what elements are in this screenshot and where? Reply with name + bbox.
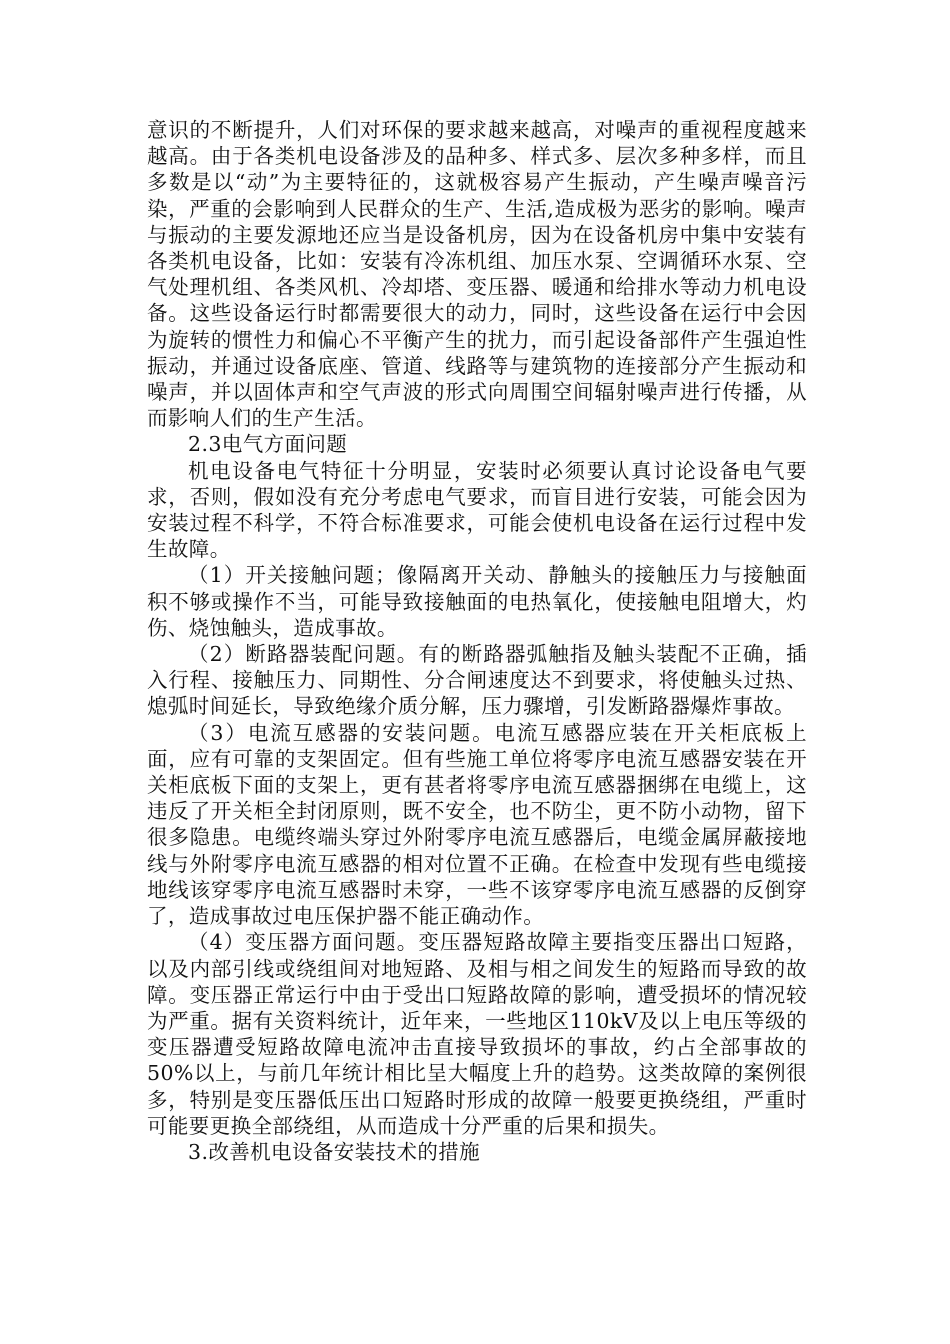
document-page — [147, 117, 807, 1165]
paragraph-noise-vibration: 意识的不断提升，人们对环保的要求越来越高，对噪声的重视程度越来越高。由于各类机电设备涉及的品种多、样式多、层次多种多样，而且多数是以“动”为主要特征的，这就极容易产生振动，产生噪声噪音污染，严重的会影响到人民群众的生产、生活,造成极为恶劣的影响。噪声与振动的主要发源地还应当是设备机房，因为在设备机房中集中安装有各类机电设备，比如：安装有冷冻机组、加压水泵、空调循环水泵、空气处理机组、各类风机、冷却塔、变压器、暖通和给排水等动力机电设备。这些设备运行时都需要很大的动力，同时，这些设备在运行中会因为旋转的惯性力和偏心不平衡产生的扰力，而引起设备部件产生强迫性振动，并通过设备底座、管道、线路等与建筑物的连接部分产生振动和噪声，并以固体声和空气声波的形式向周围空间辐射噪声进行传播，从而影响人们的生产生活。 — [147, 118, 807, 431]
paragraph-item-4-transformer: （4）变压器方面问题。变压器短路故障主要指变压器出口短路，以及内部引线或绕组间对地短路、及相与相之间发生的短路而导致的故障。变压器正常运行中由于受出口短路故障的影响，遭受损坏的情况较为严重。据有关资料统计，近年来，一些地区110kV及以上电压等级的变压器遭受短路故障电流冲击直接导致损坏的事故，约占全部事故的50%以上，与前几年统计相比呈大幅度上升的趋势。这类故障的案例很多，特别是变压器低压出口短路时形成的故障一般要更换绕组，严重时可能要更换全部绕组，从而造成十分严重的后果和损失。 — [147, 930, 807, 1138]
paragraph-item-2-breaker-assembly: （2）断路器装配问题。有的断路器弧触指及触头装配不正确，插入行程、接触压力、同期性、分合闸速度达不到要求，将使触头过热、熄弧时间延长，导致绝缘介质分解，压力骤增，引发断路器爆炸事故。 — [147, 642, 807, 719]
section-heading-3: 3.改善机电设备安装技术的措施 — [188, 1139, 481, 1164]
paragraph-item-3-current-transformer: （3）电流互感器的安装问题。电流互感器应装在开关柜底板上面，应有可靠的支架固定。但有些施工单位将零序电流互感器安装在开关柜底板下面的支架上，更有甚者将零序电流互感器捆绑在电缆上，这违反了开关柜全封闭原则，既不安全，也不防尘，更不防小动物，留下很多隐患。电缆终端头穿过外附零序电流互感器后，电缆金属屏蔽接地线与外附零序电流互感器的相对位置不正确。在检查中发现有些电缆接地线该穿零序电流互感器时未穿，一些不该穿零序电流互感器的反倒穿了，造成事故过电压保护器不能正确动作。 — [147, 720, 807, 929]
paragraph-item-1-switch-contact: （1）开关接触问题；像隔离开关动、静触头的接触压力与接触面积不够或操作不当，可能导致接触面的电热氧化，使接触电阻增大，灼伤、烧蚀触头，造成事故。 — [147, 563, 807, 640]
section-heading-2-3: 2.3电气方面问题 — [188, 432, 348, 457]
paragraph-electrical-intro: 机电设备电气特征十分明显，安装时必须要认真讨论设备电气要求，否则，假如没有充分考虑电气要求，而盲目进行安装，可能会因为安装过程不科学，不符合标准要求，可能会使机电设备在运行过程中发生故障。 — [147, 458, 807, 562]
